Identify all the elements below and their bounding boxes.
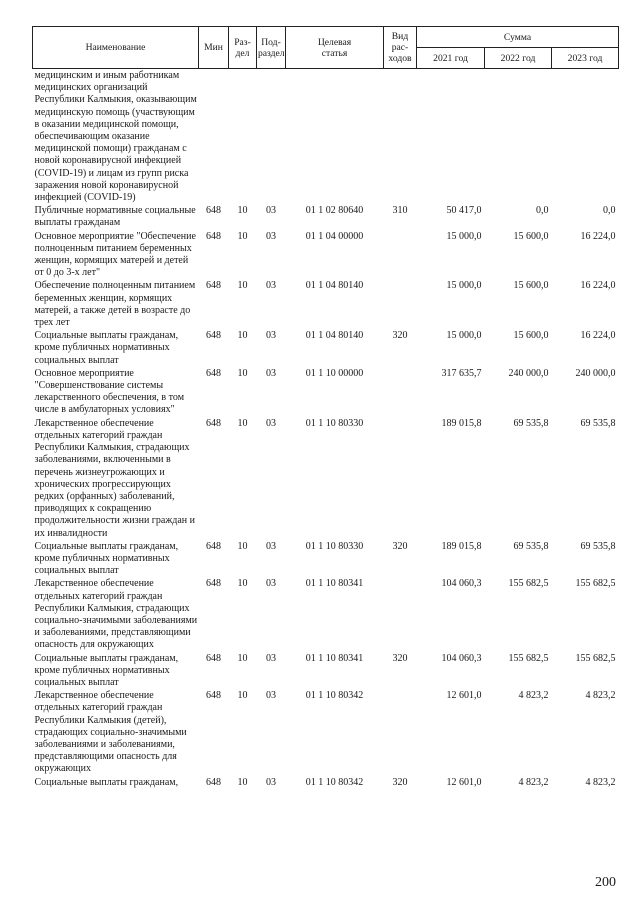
row-sum-2021: 15 000,0	[446, 280, 482, 292]
row-name: Лекарственное обеспечение отдельных категорий граждан Республики Калмыкия, страдающих социально-значимыми заболеваниями и заболеваниями, представляющими опасность для окружающих	[34, 578, 198, 651]
header-summa: Сумма	[417, 27, 619, 48]
row-vid-rashodov: 310	[392, 205, 408, 217]
row-razdel: 10	[237, 540, 248, 552]
table-row	[33, 577, 619, 651]
row-podrazdel: 03	[266, 776, 276, 788]
row-vid-rashodov: 320	[392, 776, 408, 788]
row-celevaya-statya: 01 1 10 80330	[305, 540, 364, 552]
row-min: 648	[206, 205, 221, 217]
table-row	[33, 652, 619, 690]
row-celevaya-statya: 01 1 04 80140	[305, 280, 364, 292]
row-sum-2022: 15 600,0	[513, 280, 549, 292]
row-min	[199, 69, 229, 205]
row-celevaya-statya: 01 1 10 80330	[305, 417, 364, 429]
row-sum-2021: 50 417,0	[446, 205, 482, 217]
row-min: 648	[206, 417, 221, 429]
row-min: 648	[206, 367, 221, 379]
row-sum-2021: 15 000,0	[446, 230, 482, 242]
row-sum-2023: 240 000,0	[575, 367, 616, 379]
row-sum-2022: 155 682,5	[508, 652, 549, 664]
row-min: 648	[206, 330, 221, 342]
row-podrazdel: 03	[266, 230, 276, 242]
row-name: Публичные нормативные социальные выплаты гражданам	[34, 205, 196, 229]
row-podrazdel: 03	[266, 690, 276, 702]
row-sum-2023: 16 224,0	[580, 330, 616, 342]
row-sum-2021: 189 015,8	[441, 540, 482, 552]
row-podrazdel: 03	[266, 330, 276, 342]
row-sum-2021: 12 601,0	[446, 690, 482, 702]
row-min: 648	[206, 776, 221, 788]
row-celevaya-statya: 01 1 10 80342	[305, 776, 364, 788]
row-vid-rashodov	[384, 417, 417, 540]
row-razdel: 10	[237, 367, 248, 379]
row-celevaya-statya	[286, 69, 384, 205]
row-celevaya-statya: 01 1 04 00000	[305, 230, 364, 242]
row-name: медицинским и иным работникам медицинских организаций Республики Калмыкия, оказывающим медицинскую помощь (участвующим в оказании медицинской помощи, обеспечивающим оказание медицинской помощи) гражданам с новой коронавирусной инфекцией (COVID-19) и лицам из групп риска заражения новой коронавирусной инфекцией (COVID-19)	[34, 70, 197, 204]
row-sum-2023: 69 535,8	[580, 540, 616, 552]
row-name: Социальные выплаты гражданам, кроме публичных нормативных социальных выплат	[34, 330, 179, 366]
document-page	[32, 26, 618, 789]
budget-table	[32, 26, 619, 789]
row-podrazdel: 03	[266, 205, 276, 217]
row-vid-rashodov	[384, 689, 417, 775]
table-row	[33, 329, 619, 367]
row-razdel: 10	[237, 417, 248, 429]
row-razdel: 10	[237, 776, 248, 788]
row-celevaya-statya: 01 1 10 80341	[305, 652, 364, 664]
row-vid-rashodov	[384, 577, 417, 651]
row-sum-2023	[552, 69, 619, 205]
row-celevaya-statya: 01 1 10 80342	[305, 690, 364, 702]
row-podrazdel: 03	[266, 280, 276, 292]
row-podrazdel: 03	[266, 652, 276, 664]
row-name: Основное мероприятие "Обеспечение полноценным питанием беременных женщин, кормящих матерей и детей от 0 до 3-х лет"	[34, 230, 196, 279]
row-min: 648	[206, 652, 221, 664]
row-min: 648	[206, 690, 221, 702]
row-sum-2021: 104 060,3	[441, 578, 482, 590]
row-podrazdel: 03	[266, 417, 276, 429]
row-podrazdel: 03	[266, 367, 276, 379]
row-vid-rashodov: 320	[392, 652, 408, 664]
row-sum-2023: 155 682,5	[575, 578, 616, 590]
row-razdel: 10	[237, 330, 248, 342]
row-vid-rashodov: 320	[392, 330, 408, 342]
row-sum-2022: 69 535,8	[513, 417, 549, 429]
row-sum-2022: 0,0	[536, 205, 549, 217]
row-vid-rashodov	[384, 367, 417, 417]
row-razdel: 10	[237, 578, 248, 590]
table-row	[33, 367, 619, 417]
row-sum-2021	[417, 69, 485, 205]
row-sum-2023: 16 224,0	[580, 230, 616, 242]
table-row	[33, 69, 619, 205]
row-name: Социальные выплаты гражданам, кроме публичных нормативных социальных выплат	[34, 652, 179, 688]
row-sum-2023: 155 682,5	[575, 652, 616, 664]
row-vid-rashodov: 320	[392, 540, 408, 552]
header-razdel: Раз- дел	[229, 27, 257, 69]
table-row	[33, 417, 619, 540]
header-year-2023: 2023 год	[552, 48, 619, 69]
page-number: 200	[595, 875, 616, 890]
row-sum-2022: 4 823,2	[518, 776, 549, 788]
table-body	[33, 69, 619, 789]
row-sum-2023: 4 823,2	[585, 776, 616, 788]
header-podrazdel: Под- раздел	[257, 27, 286, 69]
row-sum-2021: 12 601,0	[446, 776, 482, 788]
row-sum-2021: 189 015,8	[441, 417, 482, 429]
row-sum-2022: 240 000,0	[508, 367, 549, 379]
row-name: Социальные выплаты гражданам, кроме публичных нормативных социальных выплат	[34, 540, 179, 577]
row-vid-rashodov	[384, 230, 417, 280]
row-sum-2022: 15 600,0	[513, 230, 549, 242]
row-name: Обеспечение полноценным питанием беременных женщин, кормящих матерей, а также детей в возрасте до трех лет	[34, 280, 196, 329]
row-sum-2023: 16 224,0	[580, 280, 616, 292]
table-row	[33, 776, 619, 789]
row-celevaya-statya: 01 1 04 80140	[305, 330, 364, 342]
row-name: Лекарственное обеспечение отдельных категорий граждан Республики Калмыкия (детей), страдающих социально-значимыми заболеваниями и заболеваниями, представляющими опасность для окружающих	[34, 690, 187, 775]
row-razdel: 10	[237, 690, 248, 702]
row-sum-2022: 4 823,2	[518, 690, 549, 702]
row-razdel: 10	[237, 280, 248, 292]
row-podrazdel	[257, 69, 286, 205]
row-sum-2021: 15 000,0	[446, 330, 482, 342]
row-sum-2023: 0,0	[603, 205, 616, 217]
row-celevaya-statya: 01 1 10 80341	[305, 578, 364, 590]
row-vid-rashodov	[384, 279, 417, 329]
header-year-2022: 2022 год	[485, 48, 552, 69]
row-celevaya-statya: 01 1 02 80640	[305, 205, 364, 217]
row-podrazdel: 03	[266, 540, 276, 552]
row-sum-2021: 104 060,3	[441, 652, 482, 664]
row-min: 648	[206, 540, 221, 552]
row-name: Основное мероприятие "Совершенствование системы лекарственного обеспечения, в том числе в амбулаторных условиях"	[34, 367, 185, 416]
header-min: Мин	[199, 27, 229, 69]
table-header	[33, 27, 619, 69]
header-name: Наименование	[33, 27, 199, 69]
header-year-2021: 2021 год	[417, 48, 485, 69]
header-vid: Вид рас- ходов	[384, 27, 417, 69]
row-razdel: 10	[237, 652, 248, 664]
row-min: 648	[206, 578, 221, 590]
row-razdel: 10	[237, 230, 248, 242]
row-name: Лекарственное обеспечение отдельных категорий граждан Республики Калмыкия, страдающих заболеваниями, включенными в перечень жизнеугрожающих и хронических прогрессирующих редких (орфанных) заболеваний, приводящих к сокращению продолжительности жизни граждан и их инвалидности	[34, 417, 195, 539]
row-sum-2023: 4 823,2	[585, 690, 616, 702]
row-sum-2022: 69 535,8	[513, 540, 549, 552]
header-celevaya: Целевая статья	[286, 27, 384, 69]
row-name: Социальные выплаты гражданам,	[34, 776, 179, 788]
row-razdel	[229, 69, 257, 205]
row-razdel: 10	[237, 205, 248, 217]
table-row	[33, 540, 619, 578]
row-min: 648	[206, 280, 221, 292]
row-sum-2022	[485, 69, 552, 205]
row-sum-2023: 69 535,8	[580, 417, 616, 429]
table-row	[33, 689, 619, 775]
table-row	[33, 230, 619, 280]
table-row	[33, 279, 619, 329]
row-min: 648	[206, 230, 221, 242]
row-sum-2022: 15 600,0	[513, 330, 549, 342]
row-vid-rashodov	[384, 69, 417, 205]
row-sum-2021: 317 635,7	[441, 367, 482, 379]
row-celevaya-statya: 01 1 10 00000	[305, 367, 364, 379]
row-sum-2022: 155 682,5	[508, 578, 549, 590]
table-row	[33, 204, 619, 229]
row-podrazdel: 03	[266, 578, 276, 590]
